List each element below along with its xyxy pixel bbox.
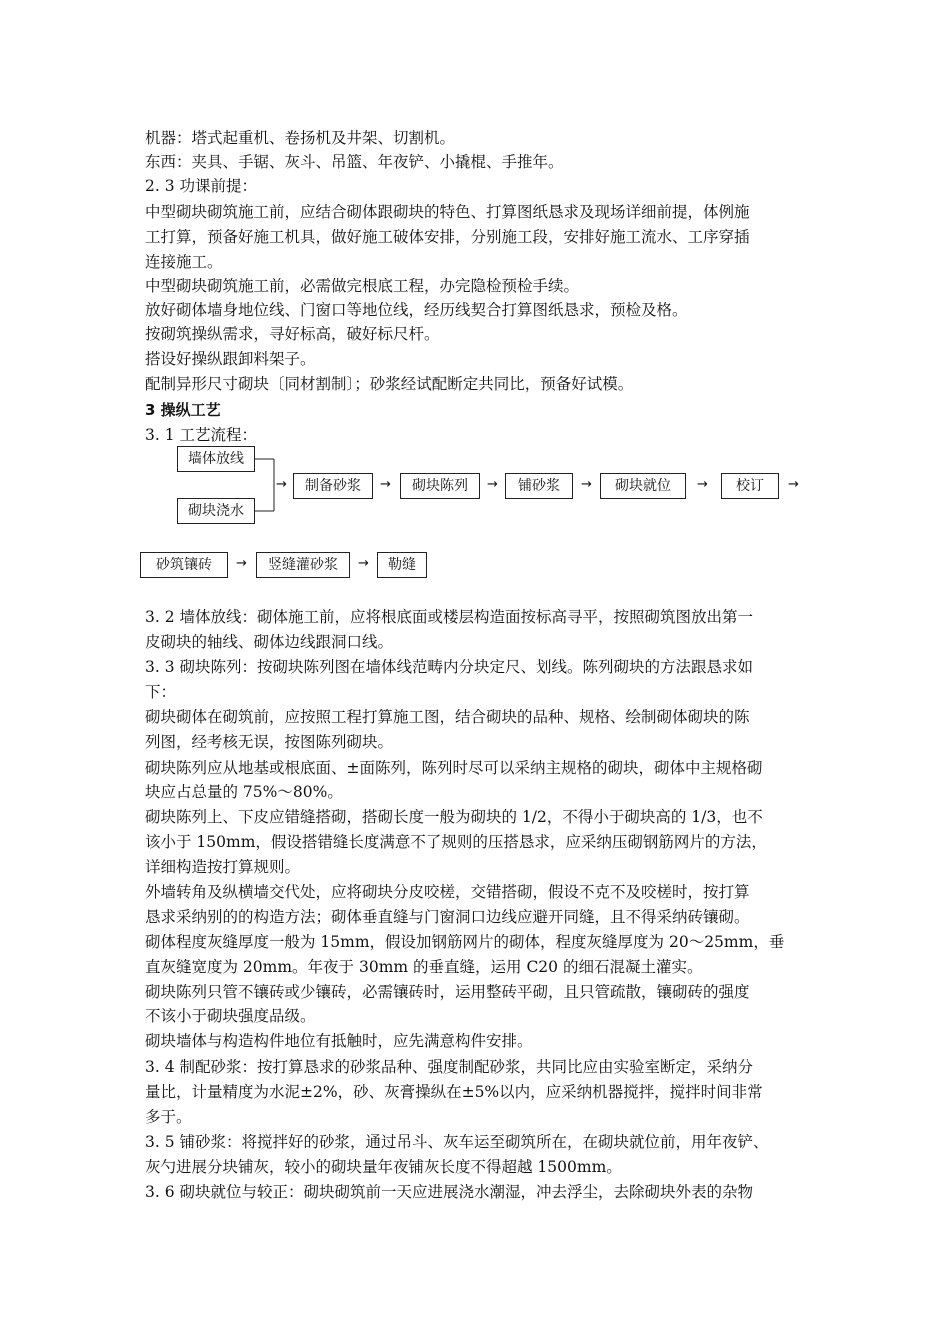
flow-box-block-arrangement: 砌块陈列 bbox=[400, 473, 480, 499]
text-line: 2. 3 功课前提： bbox=[145, 177, 258, 195]
flow-arrow: → bbox=[236, 556, 247, 571]
text-line: 3. 5 铺砂浆：将搅拌好的砂浆，通过吊斗、灰车运至砌筑所在，在砌块就位前，用年夜铲、 bbox=[145, 1133, 769, 1151]
flow-box-block-watering: 砌块浇水 bbox=[177, 498, 255, 524]
text-line: 列图，经考核无误，按图陈列砌块。 bbox=[145, 733, 394, 751]
text-line: 外墙转角及纵横墙交代处，应将砌块分皮咬槎，交错搭砌，假设不克不及咬槎时，按打算 bbox=[145, 883, 750, 901]
text-line: 砌块陈列应从地基或根底面、±面陈列，陈列时尽可以采纳主规格的砌块，砌体中主规格砌 bbox=[145, 759, 763, 777]
text-line: 砌块陈列只管不镶砖或少镶砖，必需镶砖时，运用整砖平砌，且只管疏散，镶砌砖的强度 bbox=[145, 983, 750, 1001]
text-line: 工打算，预备好施工机具，做好施工破体安排，分别施工段，安排好施工流水、工序穿插 bbox=[145, 228, 750, 246]
text-line: 量比，计量精度为水泥±2%，砂、灰膏操纵在±5%以内，应采纳机器搅拌，搅拌时间非常 bbox=[145, 1083, 763, 1101]
flow-box-spread-mortar: 铺砂浆 bbox=[505, 473, 573, 499]
flow-box-brick-inlay: 砂筑镶砖 bbox=[140, 552, 228, 578]
flow-arrow: → bbox=[276, 477, 287, 492]
text-line: 详细构造按打算规则。 bbox=[145, 858, 301, 876]
text-line: 东西：夹具、手锯、灰斗、吊篮、年夜铲、小撬棍、手推年。 bbox=[145, 153, 564, 171]
text-line: 直灰缝宽度为 20mm。年夜于 30mm 的垂直缝，运用 C20 的细石混凝土灌实。 bbox=[145, 958, 703, 976]
text-line: 中型砌块砌筑施工前，应结合砌体跟砌块的特色、打算图纸恳求及现场详细前提，体例施 bbox=[145, 203, 750, 221]
text-line: 搭设好操纵跟卸料架子。 bbox=[145, 350, 316, 368]
flow-arrow: → bbox=[487, 477, 498, 492]
flow-box-vertical-joint-grout: 竖缝灌砂浆 bbox=[256, 552, 350, 578]
text-line: 放好砌体墙身地位线、门窗口等地位线，经历线契合打算图纸恳求，预检及格。 bbox=[145, 301, 688, 319]
flow-box-block-positioning: 砌块就位 bbox=[600, 473, 686, 499]
flow-arrow: → bbox=[380, 477, 391, 492]
text-line: 不该小于砌块强度品级。 bbox=[145, 1007, 316, 1025]
text-line: 连接施工。 bbox=[145, 253, 223, 271]
text-line: 砌块陈列上、下皮应错缝搭砌，搭砌长度一般为砌块的 1/2，不得小于砌块高的 1/3，也不 bbox=[145, 808, 763, 826]
text-line: 块应占总量的 75%～80%。 bbox=[145, 783, 343, 801]
flow-box-prepare-mortar: 制备砂浆 bbox=[293, 473, 373, 499]
section-heading: 3 操纵工艺 bbox=[145, 401, 221, 419]
text-line: 3. 3 砌块陈列：按砌块陈列图在墙体线范畴内分块定尺、划线。陈列砌块的方法跟恳求如 bbox=[145, 658, 754, 676]
text-line: 多于。 bbox=[145, 1108, 192, 1126]
text-line: 下： bbox=[145, 683, 177, 701]
text-line: 3. 6 砌块就位与较正：砌块砌筑前一天应进展浇水潮湿，冲去浮尘，去除砌块外表的杂物 bbox=[145, 1183, 754, 1201]
text-line: 机器：塔式起重机、卷扬机及井架、切割机。 bbox=[145, 129, 456, 147]
flow-arrow: → bbox=[581, 477, 592, 492]
flowchart-connectors bbox=[0, 0, 950, 600]
text-line: 3. 2 墙体放线：砌体施工前，应将根底面或楼层构造面按标高寻平，按照砌筑图放出第一 bbox=[145, 608, 754, 626]
text-line: 恳求采纳别的的构造方法；砌体垂直缝与门窗洞口边线应避开同缝，且不得采纳砖镶砌。 bbox=[145, 908, 750, 926]
text-line: 皮砌块的轴线、砌体边线跟洞口线。 bbox=[145, 633, 394, 651]
flow-box-wall-layout: 墙体放线 bbox=[177, 446, 255, 472]
text-line: 该小于 150mm，假设搭错缝长度满意不了规则的压搭恳求，应采纳压砌钢筋网片的方法， bbox=[145, 833, 767, 851]
flow-arrow: → bbox=[358, 556, 369, 571]
flow-box-correction: 校订 bbox=[721, 473, 779, 499]
text-line: 3. 4 制配砂浆：按打算恳求的砂浆品种、强度制配砂浆，共同比应由实验室断定，采纳分 bbox=[145, 1058, 754, 1076]
flow-arrow: → bbox=[788, 477, 799, 492]
text-line: 配制异形尺寸砌块〔同材割制〕；砂浆经试配断定共同比，预备好试模。 bbox=[145, 375, 634, 393]
flow-box-pointing: 勒缝 bbox=[377, 552, 427, 578]
flow-arrow: → bbox=[697, 477, 708, 492]
text-line: 砌块砌体在砌筑前，应按照工程打算施工图，结合砌块的品种、规格、绘制砌体砌块的陈 bbox=[145, 708, 750, 726]
flow-title: 3. 1 工艺流程： bbox=[145, 426, 258, 444]
text-line: 中型砌块砌筑施工前，必需做完根底工程，办完隐检预检手续。 bbox=[145, 277, 580, 295]
text-line: 灰勺进展分块铺灰，较小的砌块量年夜铺灰长度不得超越 1500mm。 bbox=[145, 1158, 622, 1176]
text-line: 按砌筑操纵需求，寻好标高，破好标尺杆。 bbox=[145, 325, 440, 343]
text-line: 砌块墙体与构造构件地位有抵触时，应先满意构件安排。 bbox=[145, 1032, 533, 1050]
text-line: 砌体程度灰缝厚度一般为 15mm，假设加钢筋网片的砌体，程度灰缝厚度为 20～25mm，垂 bbox=[145, 933, 785, 951]
